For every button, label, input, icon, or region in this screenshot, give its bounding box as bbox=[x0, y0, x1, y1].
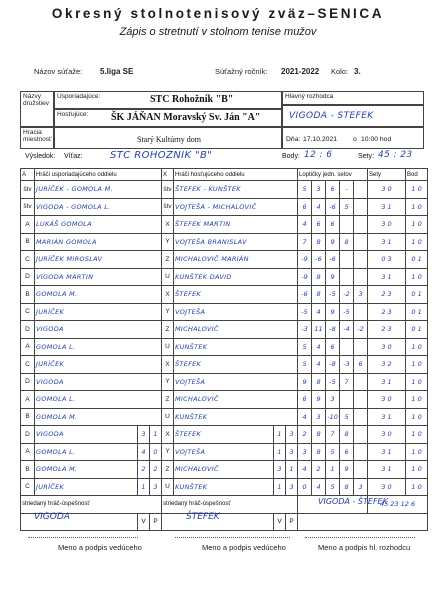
summary-away-losses: 3 bbox=[286, 443, 298, 461]
row-points: 1 0 bbox=[406, 373, 428, 391]
row-set-balls: -2 bbox=[354, 321, 368, 339]
totals-value: 45 23 12 6 bbox=[368, 496, 428, 514]
summary-set-balls: 8 bbox=[312, 426, 326, 444]
row-home-letter: C bbox=[21, 251, 35, 269]
away-leader-label: Meno a podpis vedúceho bbox=[202, 543, 286, 552]
vp-p: P bbox=[150, 513, 162, 531]
substitute-label-away: striedaný hráč-úspešnosť bbox=[162, 496, 298, 514]
row-home-player: VIGODA - GOMOLA L. bbox=[35, 198, 162, 216]
col-x: X bbox=[162, 169, 174, 181]
points-value: 12 : 6 bbox=[304, 150, 333, 160]
row-home-player: VIGODA bbox=[35, 373, 162, 391]
summary-set-balls bbox=[354, 461, 368, 479]
row-set-balls: 3 bbox=[312, 408, 326, 426]
row-away-player: ŠTEFEK bbox=[174, 286, 298, 304]
row-set-balls: 7 bbox=[340, 373, 354, 391]
row-set-balls: 11 bbox=[312, 321, 326, 339]
summary-home-player: JURÍČEK bbox=[35, 478, 138, 496]
summary-home-wins: 1 bbox=[138, 478, 150, 496]
round-value: 3. bbox=[354, 67, 361, 76]
row-away-player: ŠTEFEK - KUNŠTEK bbox=[174, 181, 298, 199]
summary-home-losses: 3 bbox=[150, 478, 162, 496]
row-away-player: ŠTEFEK MARTIN bbox=[174, 216, 298, 234]
row-away-letter: U bbox=[162, 408, 174, 426]
referee-name: VIGODA - ŠTEFEK bbox=[289, 111, 374, 121]
summary-home-player: VIGODA bbox=[35, 426, 138, 444]
row-set-balls: 8 bbox=[312, 233, 326, 251]
row-sets: 2 3 bbox=[368, 286, 406, 304]
summary-row bbox=[21, 426, 428, 444]
row-sets: 3 1 bbox=[368, 373, 406, 391]
row-set-balls: -5 bbox=[340, 303, 354, 321]
referee-signature: VIGODA - ŠTEFEK bbox=[318, 497, 388, 506]
row-away-player: MICHALOVIČ bbox=[174, 391, 298, 409]
row-set-balls: 9 bbox=[312, 391, 326, 409]
row-home-letter: C bbox=[21, 303, 35, 321]
vp-p-away: P bbox=[286, 513, 298, 531]
document-title: Zápis o stretnutí v stolnom tenise mužov bbox=[119, 26, 317, 38]
game-row bbox=[21, 338, 428, 356]
home-leader-label: Meno a podpis vedúceho bbox=[58, 543, 142, 552]
row-away-letter: štv bbox=[162, 181, 174, 199]
summary-sets: 3 0 bbox=[368, 478, 406, 496]
summary-home-losses: 0 bbox=[150, 443, 162, 461]
summary-home-losses: 1 bbox=[150, 426, 162, 444]
summary-set-balls: 3 bbox=[354, 478, 368, 496]
row-home-letter: A bbox=[21, 338, 35, 356]
vp-header-row bbox=[21, 513, 428, 531]
row-away-letter: Y bbox=[162, 373, 174, 391]
row-sets: 3 0 bbox=[368, 391, 406, 409]
row-set-balls: - bbox=[340, 181, 354, 199]
home-leader-signature: VIGODA bbox=[34, 512, 70, 522]
row-set-balls: 6 bbox=[354, 356, 368, 374]
org-title: Okresný stolnotenisový zväz–SENICA bbox=[51, 6, 385, 21]
row-set-balls: 4 bbox=[298, 216, 312, 234]
summary-sets: 3 1 bbox=[368, 443, 406, 461]
round-label: Kolo: bbox=[331, 67, 349, 76]
row-points: 1 0 bbox=[406, 408, 428, 426]
summary-set-balls: 7 bbox=[326, 426, 340, 444]
row-away-player: KUNŠTEK bbox=[174, 408, 298, 426]
summary-row bbox=[21, 478, 428, 496]
row-set-balls: 7 bbox=[298, 233, 312, 251]
row-home-player: GOMOLA M. bbox=[35, 408, 162, 426]
row-points: 1 0 bbox=[406, 181, 428, 199]
summary-home-letter: D bbox=[21, 426, 35, 444]
summary-row bbox=[21, 461, 428, 479]
game-row bbox=[21, 181, 428, 199]
row-home-player: GOMOLA M. bbox=[35, 286, 162, 304]
row-home-letter: A bbox=[21, 216, 35, 234]
row-set-balls bbox=[354, 181, 368, 199]
game-row bbox=[21, 286, 428, 304]
row-away-player: KUNŠTEK bbox=[174, 338, 298, 356]
row-set-balls: 4 bbox=[312, 198, 326, 216]
summary-away-losses: 3 bbox=[286, 426, 298, 444]
time-prefix: o bbox=[353, 136, 357, 143]
row-points: 0 1 bbox=[406, 303, 428, 321]
row-home-letter: štv bbox=[21, 181, 35, 199]
row-set-balls: -5 bbox=[326, 373, 340, 391]
row-home-letter: D bbox=[21, 321, 35, 339]
row-set-balls: 6 bbox=[298, 391, 312, 409]
row-home-letter: D bbox=[21, 373, 35, 391]
summary-set-balls: 5 bbox=[326, 443, 340, 461]
row-set-balls: -4 bbox=[340, 321, 354, 339]
row-away-letter: Z bbox=[162, 321, 174, 339]
row-set-balls: -3 bbox=[298, 321, 312, 339]
row-set-balls: -6 bbox=[298, 286, 312, 304]
home-club-label: Usporiadajúce: bbox=[57, 93, 101, 100]
row-sets: 3 0 bbox=[368, 181, 406, 199]
row-set-balls bbox=[340, 268, 354, 286]
summary-home-player: GOMOLA L. bbox=[35, 443, 138, 461]
league-label: Názov súťaže: bbox=[34, 67, 83, 76]
game-row bbox=[21, 373, 428, 391]
row-sets: 3 1 bbox=[368, 268, 406, 286]
venue-name: Starý Kultúrny dom bbox=[137, 135, 201, 144]
row-points: 1 0 bbox=[406, 338, 428, 356]
row-set-balls: 8 bbox=[340, 233, 354, 251]
summary-set-balls: 2 bbox=[298, 426, 312, 444]
home-club-cell bbox=[54, 91, 282, 109]
home-club-name: STC Rohožník "B" bbox=[150, 94, 234, 105]
row-sets: 3 1 bbox=[368, 198, 406, 216]
season-value: 2021-2022 bbox=[281, 67, 320, 76]
row-set-balls: -6 bbox=[326, 198, 340, 216]
referee-label: Hlavný rozhodca bbox=[285, 93, 334, 100]
row-points: 1 0 bbox=[406, 268, 428, 286]
summary-away-player: MICHALOVIČ bbox=[174, 461, 274, 479]
summary-away-player: VOJTEŠA bbox=[174, 443, 274, 461]
row-set-balls: 3 bbox=[312, 181, 326, 199]
row-set-balls: 4 bbox=[312, 356, 326, 374]
row-home-letter: B bbox=[21, 286, 35, 304]
row-set-balls bbox=[354, 391, 368, 409]
row-sets: 3 0 bbox=[368, 338, 406, 356]
row-set-balls: -5 bbox=[298, 303, 312, 321]
col-sets-detail: Loptičky jedn. setov bbox=[298, 169, 368, 181]
away-leader-signature: ŠTEFEK bbox=[186, 512, 220, 522]
row-set-balls: -9 bbox=[298, 251, 312, 269]
row-set-balls: 5 bbox=[340, 408, 354, 426]
game-row bbox=[21, 303, 428, 321]
row-away-player: VOJTEŠA bbox=[174, 303, 298, 321]
row-sets: 2 3 bbox=[368, 321, 406, 339]
summary-sets: 3 1 bbox=[368, 461, 406, 479]
row-away-letter: X bbox=[162, 286, 174, 304]
date-value: 17.10.2021 bbox=[303, 136, 338, 143]
summary-home-letter: C bbox=[21, 478, 35, 496]
time-value: 10:00 hod bbox=[361, 136, 392, 143]
result-label: Výsledok: bbox=[25, 153, 56, 160]
summary-set-balls: 2 bbox=[312, 461, 326, 479]
summary-away-letter: X bbox=[162, 426, 174, 444]
summary-away-player: KUNŠTEK bbox=[174, 478, 274, 496]
row-set-balls: -10 bbox=[326, 408, 340, 426]
col-away-players: Hráči hosťujúceho oddielu bbox=[174, 169, 298, 181]
row-points: 1 0 bbox=[406, 233, 428, 251]
row-home-player: JURÍČEK MIROSLAV bbox=[35, 251, 162, 269]
league-value: 5.liga SE bbox=[100, 67, 134, 76]
teams-label-cell bbox=[20, 91, 54, 127]
row-set-balls: 5 bbox=[298, 338, 312, 356]
row-set-balls: -8 bbox=[326, 356, 340, 374]
row-set-balls: -3 bbox=[340, 356, 354, 374]
summary-away-wins: 1 bbox=[274, 443, 286, 461]
summary-set-balls: 8 bbox=[312, 443, 326, 461]
row-home-player: GOMOLA L. bbox=[35, 391, 162, 409]
row-away-player: MICHALOVIČ MARIÁN bbox=[174, 251, 298, 269]
row-away-letter: U bbox=[162, 338, 174, 356]
row-away-player: KUNŠTEK DAVID bbox=[174, 268, 298, 286]
row-sets: 3 0 bbox=[368, 216, 406, 234]
row-points: 0 1 bbox=[406, 251, 428, 269]
row-set-balls bbox=[340, 251, 354, 269]
row-set-balls: 3 bbox=[326, 391, 340, 409]
row-set-balls bbox=[354, 198, 368, 216]
row-sets: 3 1 bbox=[368, 233, 406, 251]
summary-away-wins: 3 bbox=[274, 461, 286, 479]
date-label: Dňa: bbox=[286, 136, 301, 143]
row-away-letter: X bbox=[162, 216, 174, 234]
row-sets: 3 1 bbox=[368, 408, 406, 426]
away-club-name: ŠK JÁŇAN Moravský Sv. Ján "A" bbox=[111, 112, 261, 123]
summary-set-balls: 9 bbox=[340, 461, 354, 479]
table-header-row bbox=[21, 169, 428, 181]
summary-away-player: ŠTEFEK bbox=[174, 426, 274, 444]
row-set-balls: 8 bbox=[312, 286, 326, 304]
row-set-balls: 4 bbox=[312, 303, 326, 321]
summary-sets: 3 0 bbox=[368, 426, 406, 444]
vp-v: V bbox=[138, 513, 150, 531]
row-away-letter: Z bbox=[162, 391, 174, 409]
row-set-balls: 5 bbox=[298, 181, 312, 199]
venue-value-cell bbox=[54, 127, 282, 149]
summary-set-balls: 1 bbox=[326, 461, 340, 479]
game-row bbox=[21, 321, 428, 339]
row-set-balls: 5 bbox=[340, 198, 354, 216]
row-points: 0 1 bbox=[406, 321, 428, 339]
game-row bbox=[21, 233, 428, 251]
summary-home-letter: B bbox=[21, 461, 35, 479]
game-row bbox=[21, 251, 428, 269]
row-sets: 2 3 bbox=[368, 303, 406, 321]
result-row bbox=[20, 149, 424, 167]
row-set-balls: 3 bbox=[354, 286, 368, 304]
row-home-player: MARIÁN GOMOLA bbox=[35, 233, 162, 251]
summary-away-wins: 1 bbox=[274, 426, 286, 444]
row-home-player: JURÍČEK bbox=[35, 356, 162, 374]
row-set-balls bbox=[340, 216, 354, 234]
summary-set-balls: 4 bbox=[298, 461, 312, 479]
row-home-player: JURÍČEK bbox=[35, 303, 162, 321]
summary-set-balls bbox=[354, 443, 368, 461]
row-set-balls bbox=[354, 338, 368, 356]
row-home-letter: A bbox=[21, 391, 35, 409]
row-away-player: VOJTEŠA bbox=[174, 373, 298, 391]
vp-v-away: V bbox=[274, 513, 286, 531]
row-points: 1 0 bbox=[406, 216, 428, 234]
row-away-letter: U bbox=[162, 268, 174, 286]
summary-away-wins: 1 bbox=[274, 478, 286, 496]
summary-set-balls: 3 bbox=[298, 443, 312, 461]
summary-away-letter: Z bbox=[162, 461, 174, 479]
substitute-label-home: striedaný hráč-úspešnosť bbox=[21, 496, 162, 514]
row-home-letter: B bbox=[21, 233, 35, 251]
row-set-balls: -2 bbox=[340, 286, 354, 304]
summary-home-losses: 2 bbox=[150, 461, 162, 479]
summary-home-player: GOMOLA M. bbox=[35, 461, 138, 479]
row-set-balls bbox=[354, 251, 368, 269]
summary-set-balls: 4 bbox=[312, 478, 326, 496]
row-set-balls: 6 bbox=[312, 216, 326, 234]
summary-points: 1 0 bbox=[406, 461, 428, 479]
row-away-letter: štv bbox=[162, 198, 174, 216]
row-set-balls bbox=[354, 216, 368, 234]
row-set-balls bbox=[354, 233, 368, 251]
summary-home-wins: 4 bbox=[138, 443, 150, 461]
row-home-letter: štv bbox=[21, 198, 35, 216]
home-signature-line bbox=[28, 537, 138, 538]
teams-label: Názvy družstiev bbox=[23, 93, 50, 107]
row-set-balls: 6 bbox=[298, 198, 312, 216]
summary-set-balls: 8 bbox=[340, 478, 354, 496]
row-set-balls: 9 bbox=[326, 303, 340, 321]
summary-points: 1 0 bbox=[406, 426, 428, 444]
row-set-balls: 4 bbox=[298, 408, 312, 426]
row-points: 1 0 bbox=[406, 198, 428, 216]
row-home-letter: C bbox=[21, 356, 35, 374]
summary-home-wins: 3 bbox=[138, 426, 150, 444]
game-row bbox=[21, 356, 428, 374]
referee-sign-label: Meno a podpis hl. rozhodcu bbox=[318, 543, 411, 552]
col-a: A bbox=[21, 169, 35, 181]
row-set-balls bbox=[354, 408, 368, 426]
row-away-letter: Y bbox=[162, 303, 174, 321]
row-set-balls bbox=[354, 303, 368, 321]
venue-label-cell bbox=[20, 127, 54, 149]
row-home-player: GOMOLA L. bbox=[35, 338, 162, 356]
row-set-balls: -5 bbox=[326, 286, 340, 304]
row-set-balls: 6 bbox=[326, 216, 340, 234]
away-signature-line bbox=[175, 537, 290, 538]
game-row bbox=[21, 391, 428, 409]
game-row bbox=[21, 198, 428, 216]
sets-value: 45 : 23 bbox=[378, 150, 413, 160]
row-set-balls: 4 bbox=[312, 338, 326, 356]
row-home-player: JURÍČEK - GOMOLA M. bbox=[35, 181, 162, 199]
summary-set-balls: 0 bbox=[298, 478, 312, 496]
summary-home-letter: A bbox=[21, 443, 35, 461]
col-sets: Sety bbox=[368, 169, 406, 181]
game-row bbox=[21, 268, 428, 286]
row-home-letter: D bbox=[21, 268, 35, 286]
row-set-balls: 9 bbox=[326, 268, 340, 286]
away-club-label: Hosťujúce: bbox=[57, 111, 89, 118]
row-points: 0 1 bbox=[406, 286, 428, 304]
row-set-balls: 6 bbox=[326, 338, 340, 356]
summary-points: 1 0 bbox=[406, 478, 428, 496]
row-sets: 3 2 bbox=[368, 356, 406, 374]
row-home-player: VIGODA MARTIN bbox=[35, 268, 162, 286]
summary-away-losses: 3 bbox=[286, 478, 298, 496]
summary-points: 1 0 bbox=[406, 443, 428, 461]
row-set-balls: 9 bbox=[326, 233, 340, 251]
row-set-balls: 6 bbox=[326, 181, 340, 199]
row-set-balls bbox=[340, 338, 354, 356]
referee-value-cell bbox=[282, 105, 424, 127]
row-points: 1 0 bbox=[406, 391, 428, 409]
row-set-balls bbox=[354, 373, 368, 391]
row-set-balls: 8 bbox=[312, 268, 326, 286]
summary-set-balls: 6 bbox=[340, 443, 354, 461]
summary-set-balls: 8 bbox=[340, 426, 354, 444]
row-set-balls: -8 bbox=[326, 321, 340, 339]
col-points: Bod bbox=[406, 169, 428, 181]
row-away-player: VOJTEŠA BRANISLAV bbox=[174, 233, 298, 251]
row-away-player: MICHALOVIČ bbox=[174, 321, 298, 339]
row-set-balls bbox=[354, 268, 368, 286]
summary-set-balls bbox=[354, 426, 368, 444]
col-home-players: Hráči usporiadajúceho oddielu bbox=[35, 169, 162, 181]
row-away-letter: Y bbox=[162, 233, 174, 251]
games-table bbox=[20, 168, 428, 531]
summary-set-balls: 5 bbox=[326, 478, 340, 496]
sets-label: Sety: bbox=[358, 153, 374, 160]
summary-away-losses: 1 bbox=[286, 461, 298, 479]
row-set-balls: 9 bbox=[298, 373, 312, 391]
row-away-letter: X bbox=[162, 356, 174, 374]
row-away-letter: Z bbox=[162, 251, 174, 269]
row-sets: 0 3 bbox=[368, 251, 406, 269]
row-set-balls: -9 bbox=[298, 268, 312, 286]
row-set-balls: -6 bbox=[312, 251, 326, 269]
date-cell bbox=[282, 127, 424, 149]
away-club-cell bbox=[54, 109, 282, 127]
row-set-balls: -6 bbox=[326, 251, 340, 269]
summary-away-letter: U bbox=[162, 478, 174, 496]
row-home-player: LUKÁŠ GOMOLA bbox=[35, 216, 162, 234]
row-home-player: VIGODA bbox=[35, 321, 162, 339]
summary-away-letter: Y bbox=[162, 443, 174, 461]
row-set-balls: 8 bbox=[312, 373, 326, 391]
summary-row bbox=[21, 443, 428, 461]
venue-label: Hracia miestnosť bbox=[23, 129, 52, 143]
row-points: 1 0 bbox=[406, 356, 428, 374]
row-home-letter: B bbox=[21, 408, 35, 426]
season-label: Súťažný ročník: bbox=[215, 67, 268, 76]
row-set-balls bbox=[340, 391, 354, 409]
row-away-player: ŠTEFEK bbox=[174, 356, 298, 374]
winner-label: Víťaz: bbox=[64, 153, 83, 160]
referee-signature-line bbox=[305, 537, 415, 538]
game-row bbox=[21, 408, 428, 426]
referee-label-cell bbox=[282, 91, 424, 105]
summary-home-wins: 2 bbox=[138, 461, 150, 479]
game-row bbox=[21, 216, 428, 234]
row-away-player: VOJTEŠA - MICHALOVIČ bbox=[174, 198, 298, 216]
winner-name: STC ROHOŽNÍK "B" bbox=[110, 150, 213, 161]
row-set-balls: 5 bbox=[298, 356, 312, 374]
points-label: Body: bbox=[282, 153, 300, 160]
